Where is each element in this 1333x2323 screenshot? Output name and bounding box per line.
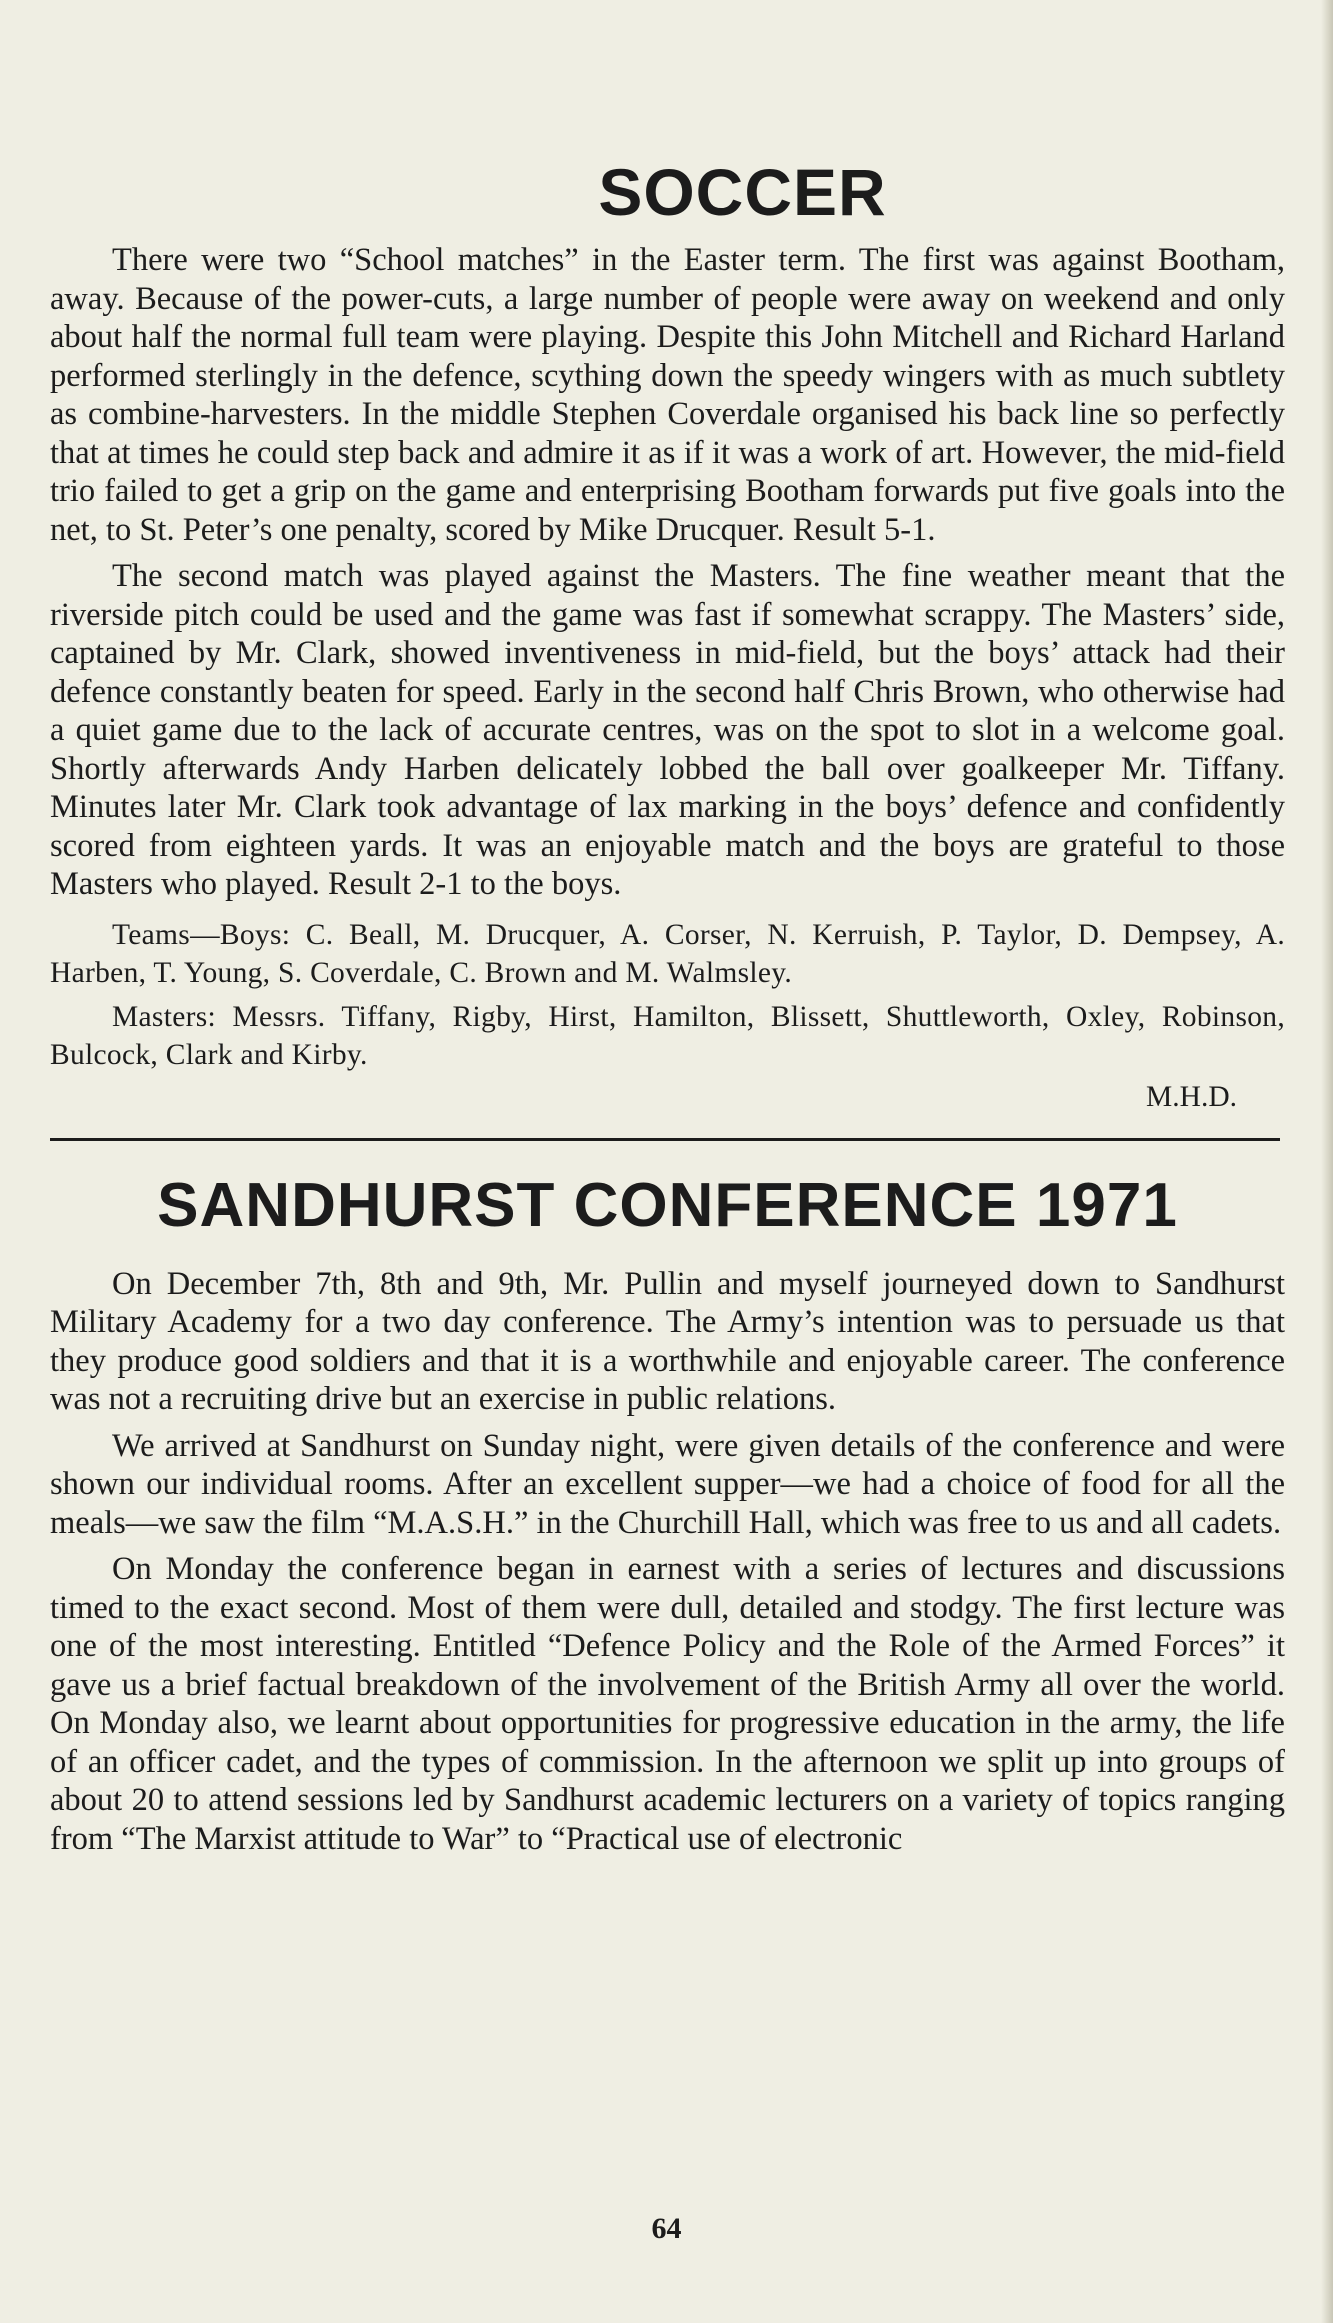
soccer-heading: SOCCER (598, 155, 887, 229)
sandhurst-paragraph-1: On December 7th, 8th and 9th, Mr. Pullin and myself journeyed down to Sandhurst Military Academy for a two day conference. The Army’s intention was to persuade us that they produce good soldiers and that it is a worthwhile and enjoyable career. The conference was not a recruiting drive but an exercise in public relations. (50, 1265, 1285, 1417)
teams-boys: Teams—Boys: C. Beall, M. Drucquer, A. Corser, N. Kerruish, P. Taylor, D. Dempsey, A. Harben, T. Young, S. Coverdale, C. Brown and M. Walmsley. (50, 918, 1285, 989)
page-number: 64 (651, 2212, 682, 2245)
soccer-paragraph-1: There were two “School matches” in the Easter term. The first was against Bootham, away. Because of the power-cuts, a large number of people were away on weekend and only about half the normal full team were playing. Despite this John Mitchell and Richard Harland performed sterlingly in the defence, scything down the speedy wingers with as much subtlety as combine-harvesters. In the middle Stephen Coverdale organised his back line so perfectly that at times he could step back and admire it as if it was a work of art. However, the mid-field trio failed to get a grip on the game and enterprising Bootham forwards put five goals into the net, to St. Peter’s one penalty, scored by Mike Drucquer. Result 5-1. (50, 242, 1285, 548)
author-signature: M.H.D. (1146, 1080, 1237, 1113)
article-column (50, 155, 1285, 1858)
sandhurst-paragraph-3: On Monday the conference began in earnest with a series of lectures and discussions timed to the exact second. Most of them were dull, detailed and stodgy. The first lecture was one of the most interesting. Entitled “Defence Policy and the Role of the Armed Forces” it gave us a brief factual breakdown of the involvement of the British Army all over the world. On Monday also, we learnt about opportunities for progressive education in the army, the life of an officer cadet, and the types of commission. In the afternoon we split up into groups of about 20 to attend sessions led by Sandhurst academic lecturers on a variety of topics ranging from “The Marxist attitude to War” to “Practical use of electronic (50, 1551, 1285, 1857)
teams-masters: Masters: Messrs. Tiffany, Rigby, Hirst, Hamilton, Blissett, Shuttleworth, Oxley, Robinson, Bulcock, Clark and Kirby. (50, 1000, 1285, 1071)
sandhurst-paragraph-2: We arrived at Sandhurst on Sunday night, were given details of the conference and were shown our individual rooms. After an excellent supper—we had a choice of food for all the meals—we saw the film “M.A.S.H.” in the Churchill Hall, which was free to us and all cadets. (50, 1427, 1285, 1541)
soccer-paragraph-2: The second match was played against the Masters. The fine weather meant that the riverside pitch could be used and the game was fast if somewhat scrappy. The Masters’ side, captained by Mr. Clark, showed inventiveness in mid-field, but the boys’ attack had their defence constantly beaten for speed. Early in the second half Chris Brown, who otherwise had a quiet game due to the lack of accurate centres, was on the spot to slot in a welcome goal. Shortly afterwards Andy Harben delicately lobbed the ball over goalkeeper Mr. Tiffany. Minutes later Mr. Clark took advantage of lax marking in the boys’ defence and confidently scored from eighteen yards. It was an enjoyable match and the boys are grateful to those Masters who played. Result 2-1 to the boys. (50, 558, 1285, 902)
section-divider (50, 1138, 1280, 1141)
sandhurst-heading: SANDHURST CONFERENCE 1971 (157, 1170, 1178, 1240)
page-edge-shadow (1321, 0, 1333, 2323)
